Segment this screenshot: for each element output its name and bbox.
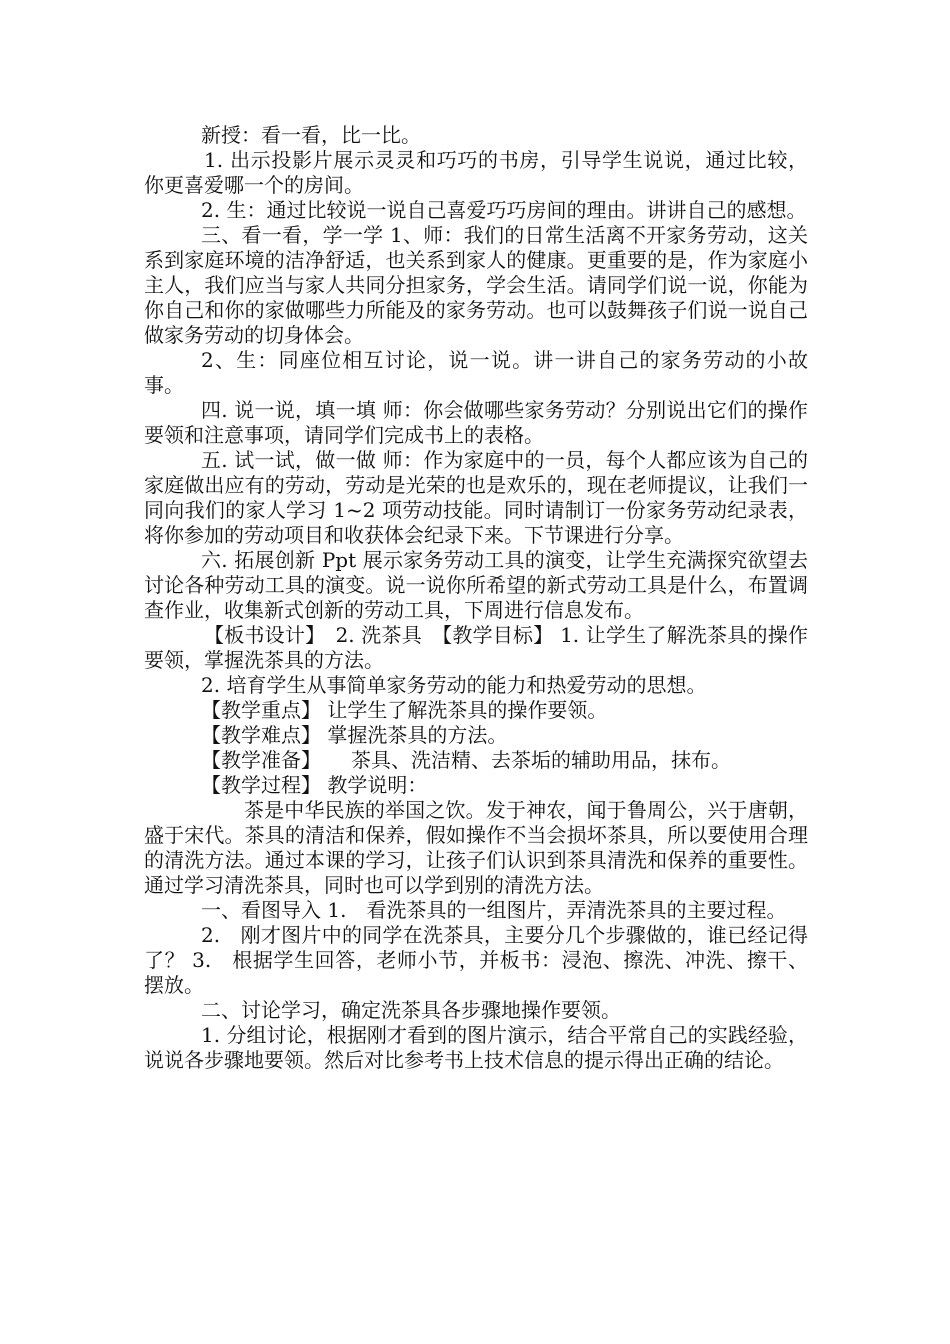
paragraph-discussion: 二、讨论学习，确定洗茶具各步骤地操作要领。 [201, 998, 621, 1022]
paragraph-step-2: 2. 生：通过比较说一说自己喜爱巧巧房间的理由。讲讲自己的感想。 [201, 198, 807, 222]
paragraph-group-discussion: 1. 分组讨论，根据刚才看到的图片演示，结合平常自己的实践经验，说说各步骤地要领。然后对比参考书上技术信息的提示得出正确的结论。 [144, 1023, 808, 1072]
paragraph-key-point: 【教学重点】 让学生了解洗茶具的操作要领。 [201, 698, 608, 722]
paragraph-section-6: 六. 拓展创新 Ppt 展示家务劳动工具的演变，让学生充满探究欲望去讨论各种劳动工具的演变。说一说你所希望的新式劳动工具是什么，布置调查作业，收集新式创新的劳动工具，下周进行信息发布。 [144, 548, 808, 622]
paragraph-preparation: 【教学准备】 茶具、洗洁精、去茶垢的辅助用品，抹布。 [201, 748, 731, 772]
paragraph-difficulty: 【教学难点】 掌握洗茶具的方法。 [201, 723, 508, 747]
paragraph-process: 【教学过程】 教学说明： [201, 773, 428, 797]
paragraph-section-3: 三、看一看，学一学 1、师：我们的日常生活离不开家务劳动，这关系到家庭环境的洁净舒适，也关系到家人的健康。更重要的是，作为家庭小主人，我们应当与家人共同分担家务，学会生活。请同学们说一说，你能为你自己和你的家做哪些力所能及的家务劳动。也可以鼓舞孩子们说一说自己做家务劳动的切身体会。 [144, 223, 808, 347]
paragraph-section-3-step-2: 2、生：同座位相互讨论，说一说。讲一讲自己的家务劳动的小故事。 [144, 348, 808, 397]
paragraph-section-4: 四. 说一说，填一填 师：你会做哪些家务劳动？分别说出它们的操作要领和注意事项，请同学们完成书上的表格。 [144, 398, 808, 447]
paragraph-goal-2: 2. 培育学生从事简单家务劳动的能力和热爱劳动的思想。 [201, 673, 707, 697]
paragraph-lead-in-2: 2. 刚才图片中的同学在洗茶具，主要分几个步骤做的，谁已经记得了？ 3. 根据学生回答，老师小节，并板书：浸泡、擦洗、冲洗、擦干、摆放。 [144, 923, 808, 997]
paragraph-new-lesson: 新授：看一看，比一比。 [201, 123, 421, 147]
document-body [144, 123, 808, 1073]
paragraph-lead-in: 一、看图导入 1. 看洗茶具的一组图片，弄清洗茶具的主要过程。 [201, 898, 787, 922]
paragraph-section-5: 五. 试一试，做一做 师：作为家庭中的一员，每个人都应该为自己的家庭做出应有的劳动，劳动是光荣的也是欢乐的，现在老师提议，让我们一同向我们的家人学习 1~2 项劳动技能。同时请制订一份家务劳动纪录表，将你参加的劳动项目和收获体会纪录下来。下节课进行分享。 [144, 448, 808, 547]
paragraph-tea-intro: 茶是中华民族的举国之饮。发于神农，闻于鲁周公，兴于唐朝，盛于宋代。茶具的清洁和保养，假如操作不当会损坏茶具，所以要使用合理的清洗方法。通过本课的学习，让孩子们认识到茶具清洗和保养的重要性。通过学习清洗茶具，同时也可以学到别的清洗方法。 [144, 798, 808, 897]
paragraph-board-design: 【板书设计】 2. 洗茶具 【教学目标】 1. 让学生了解洗茶具的操作要领，掌握洗茶具的方法。 [144, 623, 808, 672]
paragraph-step-1: 1. 出示投影片展示灵灵和巧巧的书房，引导学生说说，通过比较，你更喜爱哪一个的房间。 [144, 148, 808, 197]
